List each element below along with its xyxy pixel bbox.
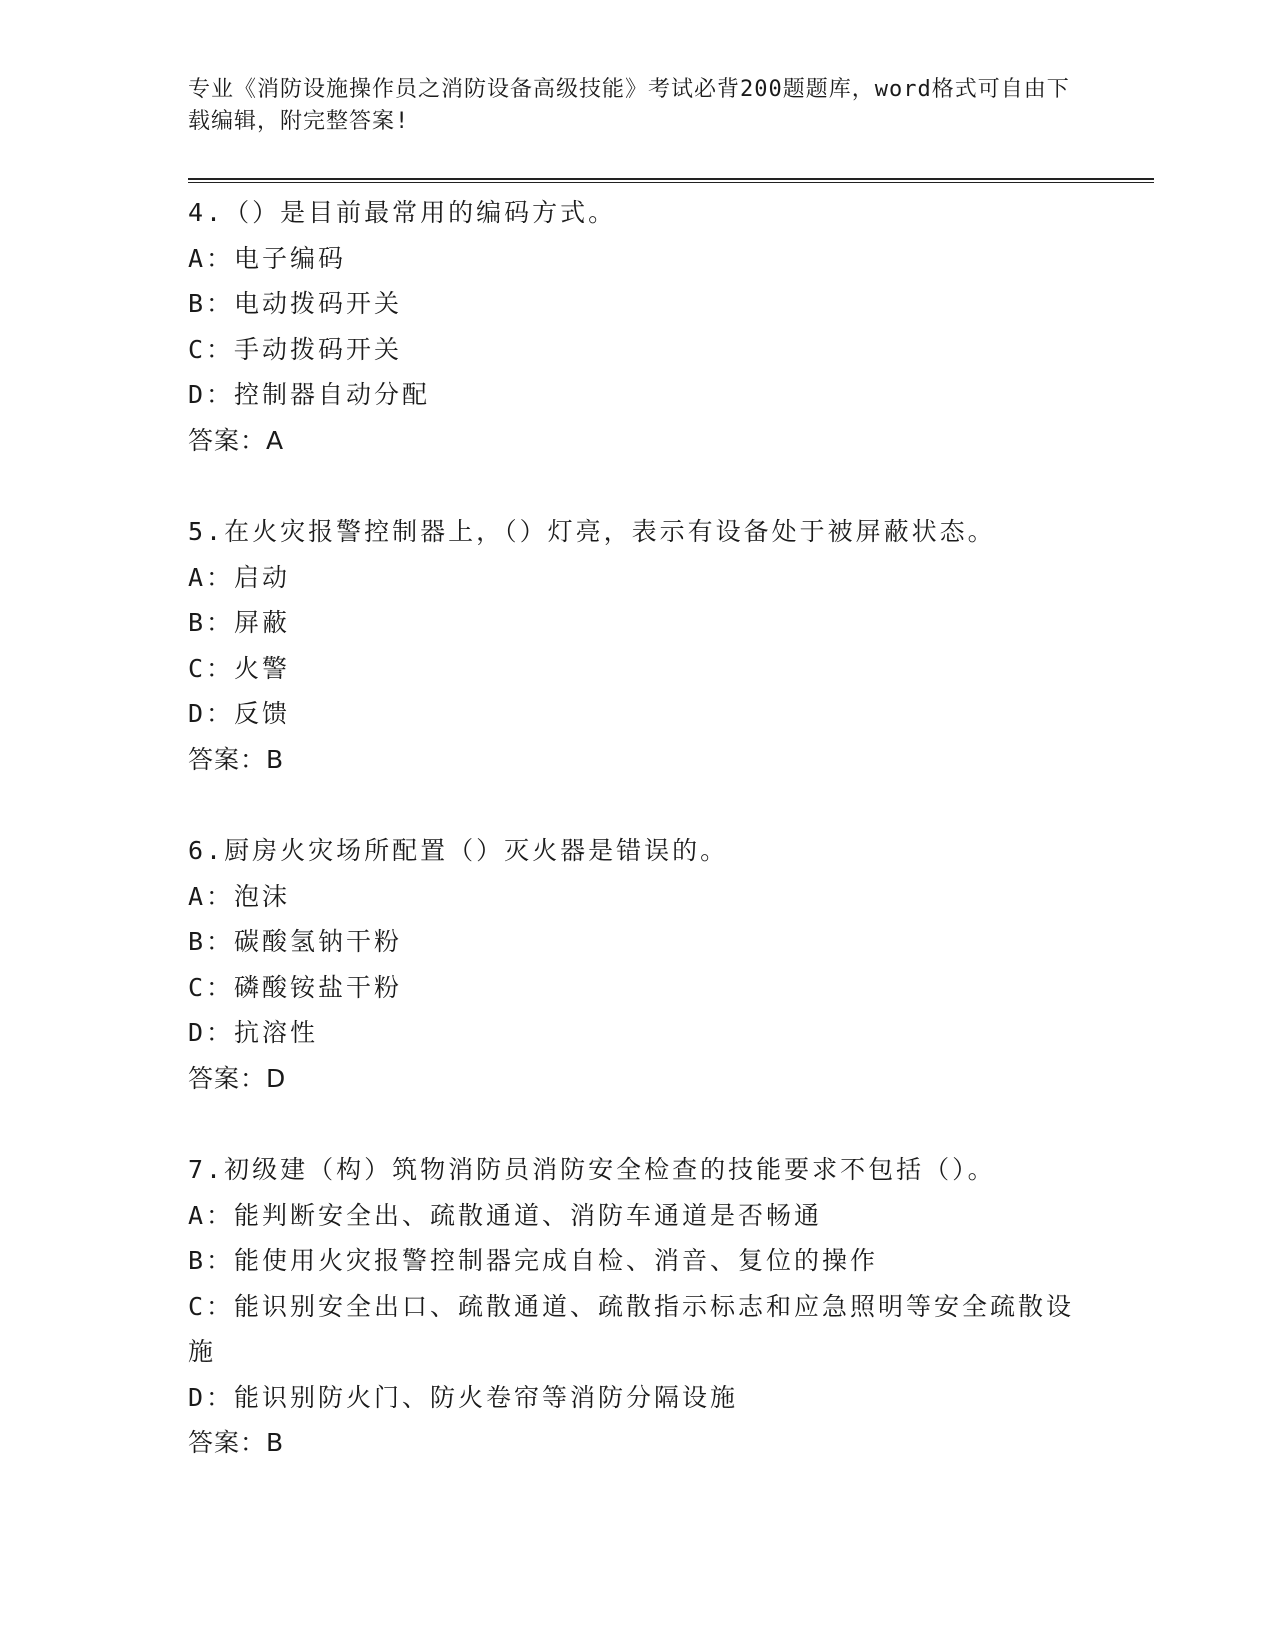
answer-label: 答案： — [188, 744, 267, 774]
answer-value: D — [266, 1063, 287, 1093]
option-b: B：屏蔽 — [188, 608, 291, 637]
option-c: C：火警 — [188, 653, 291, 683]
answer-line — [188, 1420, 1088, 1466]
option-b: B：电动拨码开关 — [188, 289, 403, 318]
option-c: C：能识别安全出口、疏散通道、疏散指示标志和应急照明等安全疏散设施 — [188, 1291, 1075, 1366]
question-4 — [188, 190, 1088, 463]
question-stem: 4.（）是目前最常用的编码方式。 — [188, 198, 617, 227]
answer-label: 答案： — [188, 1063, 267, 1093]
option-d: D：控制器自动分配 — [188, 380, 431, 409]
answer-label: 答案： — [188, 1428, 267, 1457]
question-stem: 7.初级建（构）筑物消防员消防安全检查的技能要求不包括（）。 — [188, 1155, 996, 1184]
question-5 — [188, 509, 1088, 782]
answer-value: A — [266, 425, 285, 455]
answer-line — [188, 737, 1088, 783]
option-a: A：能判断安全出、疏散通道、消防车通道是否畅通 — [188, 1200, 823, 1230]
question-stem: 5.在火灾报警控制器上，（）灯亮，表示有设备处于被屏蔽状态。 — [188, 517, 996, 546]
option-c: C：磷酸铵盐干粉 — [188, 972, 403, 1002]
question-list — [188, 190, 1088, 1512]
option-d: D：能识别防火门、防火卷帘等消防分隔设施 — [188, 1382, 739, 1412]
header-intro: 专业《消防设施操作员之消防设备高级技能》考试必背200题题库，word格式可自由下载编辑，附完整答案! — [188, 77, 1070, 134]
answer-value: B — [266, 744, 285, 774]
option-b: B：碳酸氢钠干粉 — [188, 927, 403, 956]
question-stem: 6.厨房火灾场所配置（）灭火器是错误的。 — [188, 836, 729, 865]
option-c: C：手动拨码开关 — [188, 334, 403, 364]
option-a: A：电子编码 — [188, 243, 347, 273]
option-a: A：泡沫 — [188, 881, 291, 911]
option-b: B：能使用火灾报警控制器完成自检、消音、复位的操作 — [188, 1246, 879, 1275]
answer-label: 答案： — [188, 425, 267, 455]
answer-line — [188, 1056, 1088, 1102]
header-divider — [188, 178, 1154, 183]
option-a: A：启动 — [188, 562, 291, 592]
option-d: D：抗溶性 — [188, 1018, 319, 1047]
question-6 — [188, 828, 1088, 1101]
answer-line — [188, 418, 1088, 464]
answer-value: B — [266, 1428, 285, 1457]
question-7 — [188, 1147, 1088, 1466]
option-d: D：反馈 — [188, 699, 291, 728]
